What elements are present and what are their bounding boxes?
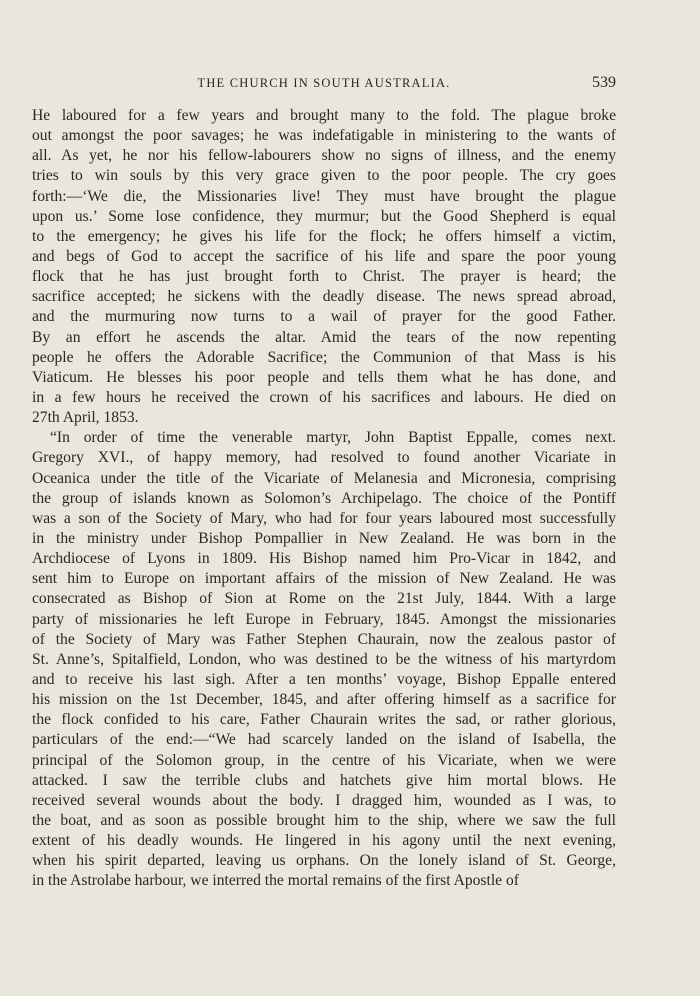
running-title: THE CHURCH IN SOUTH AUSTRALIA.	[197, 76, 451, 90]
text-line: 27th April, 1853.	[32, 409, 139, 427]
text-line: all. As yet, he nor his fellow-labourers show no signs of illness, and the enemy	[32, 147, 616, 165]
text-line: and to receive his last sigh. After a ten months’ voyage, Bishop Eppalle entered	[32, 670, 616, 688]
text-line: in the Astrolabe harbour, we interred the mortal remains of the first Apostle of	[32, 872, 519, 890]
text-line: Archdiocese of Lyons in 1809. His Bishop named him Pro-Vicar in 1842, and	[32, 550, 616, 568]
text-line: Viaticum. He blesses his poor people and tells them what he has done, and	[32, 368, 616, 386]
paragraph	[32, 428, 616, 891]
text-line: and begs of God to accept the sacrifice of his life and spare the poor young	[32, 247, 616, 265]
text-line: flock that he has just brought forth to Christ. The prayer is heard; the	[32, 268, 616, 286]
body-text	[32, 106, 616, 891]
page-number: 539	[592, 74, 616, 91]
text-line: tries to win souls by this very grace given to the poor people. The cry goes	[32, 167, 616, 185]
text-line: party of missionaries he left Europe in February, 1845. Amongst the missionaries	[32, 610, 616, 628]
running-head	[0, 76, 700, 96]
paragraph	[32, 106, 616, 428]
text-line: to the emergency; he gives his life for the flock; he offers himself a victim,	[32, 227, 616, 245]
text-line: upon us.’ Some lose confidence, they murmur; but the Good Shepherd is equal	[32, 207, 616, 225]
text-line: received several wounds about the body. I dragged him, wounded as I was, to	[32, 791, 616, 809]
text-line: the group of islands known as Solomon’s Archipelago. The choice of the Pontiff	[32, 489, 616, 507]
text-line: sent him to Europe on important affairs of the mission of New Zealand. He was	[32, 570, 616, 588]
text-line: particulars of the end:—“We had scarcely landed on the island of Isabella, the	[32, 731, 616, 749]
text-line: was a son of the Society of Mary, who had for four years laboured most successfully	[32, 509, 616, 527]
text-line: the flock confided to his care, Father Chaurain writes the sad, or rather glorious,	[32, 711, 616, 729]
text-line: sacrifice accepted; he sickens with the deadly disease. The news spread abroad,	[32, 288, 616, 306]
text-line: in the ministry under Bishop Pompallier in New Zealand. He was born in the	[32, 529, 616, 547]
text-line: extent of his deadly wounds. He lingered in his agony until the next evening,	[32, 832, 616, 850]
text-line: when his spirit departed, leaving us orphans. On the lonely island of St. George,	[32, 852, 616, 870]
text-line: of the Society of Mary was Father Stephen Chaurain, now the zealous pastor of	[32, 630, 616, 648]
text-line: the boat, and as soon as possible brought him to the ship, where we saw the full	[32, 811, 616, 829]
text-line: principal of the Solomon group, in the centre of his Vicariate, when we were	[32, 751, 616, 769]
text-line: Gregory XVI., of happy memory, had resolved to found another Vicariate in	[32, 449, 616, 467]
text-line: consecrated as Bishop of Sion at Rome on the 21st July, 1844. With a large	[32, 590, 616, 608]
text-line: out amongst the poor savages; he was indefatigable in ministering to the wants of	[32, 127, 616, 145]
text-line: He laboured for a few years and brought many to the fold. The plague broke	[32, 107, 616, 124]
text-line: attacked. I saw the terrible clubs and hatchets give him mortal blows. He	[32, 771, 616, 789]
text-line: By an effort he ascends the altar. Amid the tears of the now repenting	[32, 328, 616, 346]
text-line: and the murmuring now turns to a wail of prayer for the good Father.	[32, 308, 616, 326]
text-line: Oceanica under the title of the Vicariate of Melanesia and Micronesia, comprising	[32, 469, 616, 487]
text-line: his mission on the 1st December, 1845, and after offering himself as a sacrifice for	[32, 691, 616, 709]
text-line: forth:—‘We die, the Missionaries live! They must have brought the plague	[32, 187, 616, 205]
text-line: in a few hours he received the crown of his sacrifices and labours. He died on	[32, 388, 616, 406]
text-line: people he offers the Adorable Sacrifice; the Communion of that Mass is his	[32, 348, 616, 366]
text-line: St. Anne’s, Spitalfield, London, who was destined to be the witness of his martyrdom	[32, 650, 616, 668]
text-line: “In order of time the venerable martyr, John Baptist Eppalle, comes next.	[50, 429, 616, 447]
